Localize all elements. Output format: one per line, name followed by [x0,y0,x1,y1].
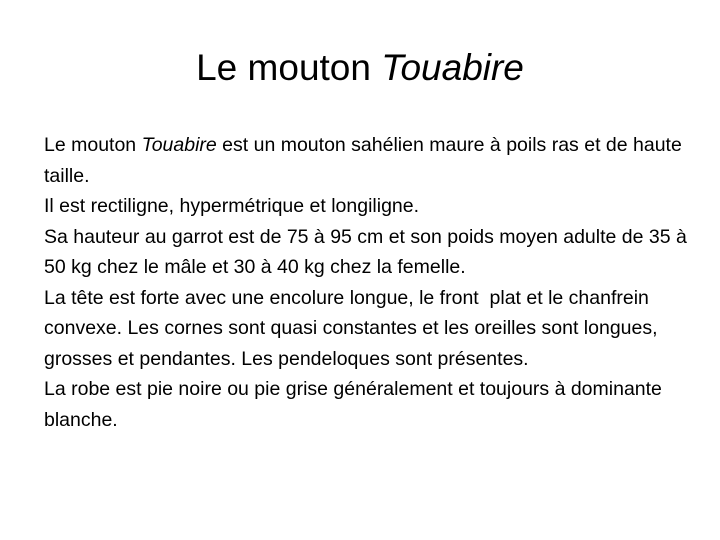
paragraph-intro-italic: Touabire [141,134,217,156]
paragraph-intro-rest: est un mouton sahélien maure à poils ras et de haute taille. [44,134,682,187]
paragraph-intro-lead: Le mouton [44,134,142,156]
slide-title-plain: Le mouton [196,47,382,88]
slide-title-italic: Touabire [381,47,524,88]
paragraph-morphology: Il est rectiligne, hypermétrique et longiligne. [44,195,420,217]
slide-body [44,130,694,435]
slide-title [0,42,720,94]
paragraph-head: La tête est forte avec une encolure longue, le front plat et le chanfrein convexe. Les cornes sont quasi constantes et les oreilles sont longues, grosses et pendantes. Les pendeloques sont présentes. [44,286,663,370]
paragraph-intro [44,130,694,191]
paragraph-size-weight: Sa hauteur au garrot est de 75 à 95 cm et son poids moyen adulte de 35 à 50 kg chez le mâle et 30 à 40 kg chez la femelle. [44,225,687,278]
paragraph-coat: La robe est pie noire ou pie grise généralement et toujours à dominante blanche. [44,378,662,431]
